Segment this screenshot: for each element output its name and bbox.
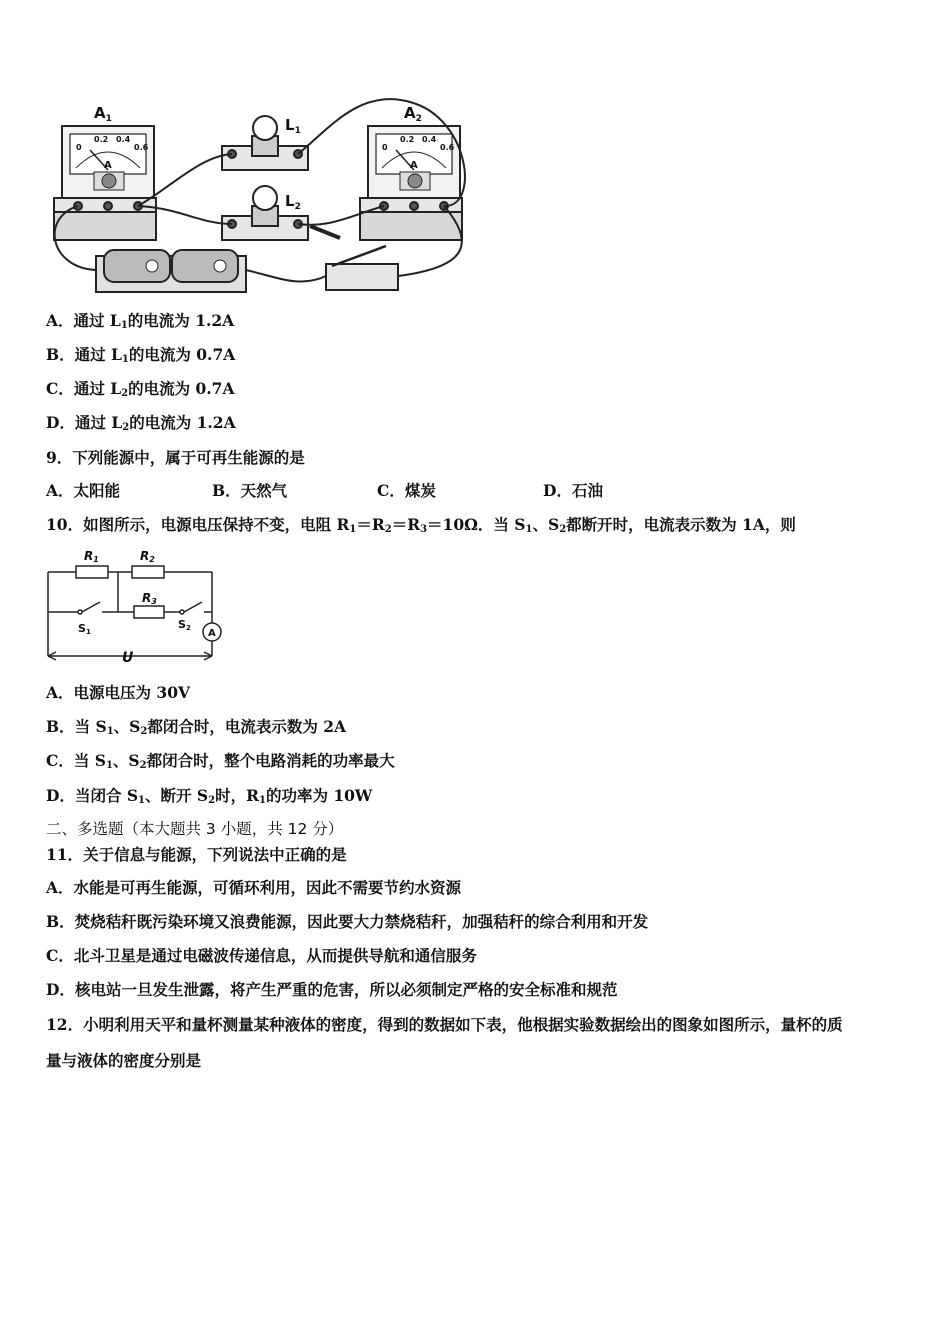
svg-text:0: 0 [382, 143, 388, 152]
q11-option-d: D．核电站一旦发生泄露，将产生严重的危害，所以必须制定严格的安全标准和规范 [46, 980, 618, 999]
lamp2-sub: 2 [294, 202, 301, 212]
q10-s2-label: S [178, 618, 186, 631]
q9-option-d: D．石油 [543, 481, 603, 500]
ammeter2-label: A [404, 104, 416, 122]
lamp2-label: L [285, 192, 295, 210]
svg-text:S1: S1 [78, 622, 91, 636]
q8-option-b: B．通过 $L_1$的电流为 0.7A [46, 345, 236, 365]
svg-text:0.4: 0.4 [116, 135, 131, 144]
svg-text:0.4: 0.4 [422, 135, 437, 144]
q9-option-b: B．天然气 [212, 481, 288, 500]
q10-circuit-diagram [44, 544, 244, 668]
svg-text:A2 [404, 104, 422, 124]
svg-text:L1 [285, 116, 301, 136]
q9-option-a: A．太阳能 [46, 481, 121, 500]
q12-stem-line1: 12．小明利用天平和量杯测量某种液体的密度，得到的数据如下表，他根据实验数据绘出的图象如图所示，量杯的质 [46, 1015, 843, 1034]
q10-voltage-label: U [122, 650, 134, 666]
lamp1-sub: 1 [294, 126, 301, 136]
q9-stem: 9．下列能源中，属于可再生能源的是 [46, 448, 305, 467]
svg-text:R2: R2 [140, 549, 155, 564]
svg-text:R1: R1 [84, 549, 99, 564]
circuit-diagram-ammeters [40, 98, 490, 298]
q10-r3-label: R [142, 591, 152, 605]
svg-text:A1 [94, 104, 112, 124]
q12-stem-line2: 量与液体的密度分别是 [46, 1051, 202, 1070]
q10-option-d: D．当闭合 $S_1$、断开 $S_2$时，$R_1$的功率为 10W [46, 786, 373, 806]
q8-option-a: A．通过 $L_1$的电流为 1.2A [46, 311, 235, 331]
ammeter2-sub: 2 [415, 114, 422, 124]
svg-text:0.6: 0.6 [134, 143, 149, 152]
svg-text:0: 0 [76, 143, 82, 152]
q10-ammeter-label: A [208, 628, 216, 639]
q11-option-b: B．焚烧秸秆既污染环境又浪费能源，因此要大力禁烧秸秆，加强秸秆的综合利用和开发 [46, 912, 649, 931]
section-2-title: 二、多选题（本大题共 3 小题，共 12 分） [46, 820, 344, 838]
meter2-unit: A [410, 160, 418, 171]
q8-option-c: C．通过 $L_2$的电流为 0.7A [46, 379, 235, 399]
q10-r1-label: R [84, 549, 94, 563]
ammeter1-sub: 1 [105, 114, 112, 124]
svg-text:0.2: 0.2 [94, 135, 109, 144]
q11-option-c: C．北斗卫星是通过电磁波传递信息，从而提供导航和通信服务 [46, 946, 477, 965]
q10-option-b: B．当 $S_1$、$S_2$都闭合时，电流表示数为 2A [46, 717, 347, 737]
q10-option-a: A．电源电压为 30V [46, 683, 191, 702]
svg-text:0.6: 0.6 [440, 143, 455, 152]
svg-text:S2: S2 [178, 618, 191, 632]
q9-options [46, 481, 846, 501]
q11-option-a: A．水能是可再生能源，可循环利用，因此不需要节约水资源 [46, 878, 462, 897]
ammeter1-label: A [94, 104, 106, 122]
svg-text:R3: R3 [142, 591, 157, 606]
q10-s1-label: S [78, 622, 86, 635]
q10-stem: 10．如图所示，电源电压保持不变，电阻 $R_1=R_2=R_3=10\Omega$．当 $S_1$、$S_2$都断开时，电流表示数为 1A，则 [46, 515, 796, 535]
q10-option-c: C．当 $S_1$、$S_2$都闭合时，整个电路消耗的功率最大 [46, 751, 395, 771]
svg-text:0.2: 0.2 [400, 135, 415, 144]
q10-r2-label: R [140, 549, 150, 563]
q8-option-d: D．通过 $L_2$的电流为 1.2A [46, 413, 236, 433]
svg-text:L2 [285, 192, 301, 212]
lamp1-label: L [285, 116, 295, 134]
q11-stem: 11．关于信息与能源，下列说法中正确的是 [46, 845, 347, 864]
q9-option-c: C．煤炭 [377, 481, 436, 500]
meter1-unit: A [104, 160, 112, 171]
